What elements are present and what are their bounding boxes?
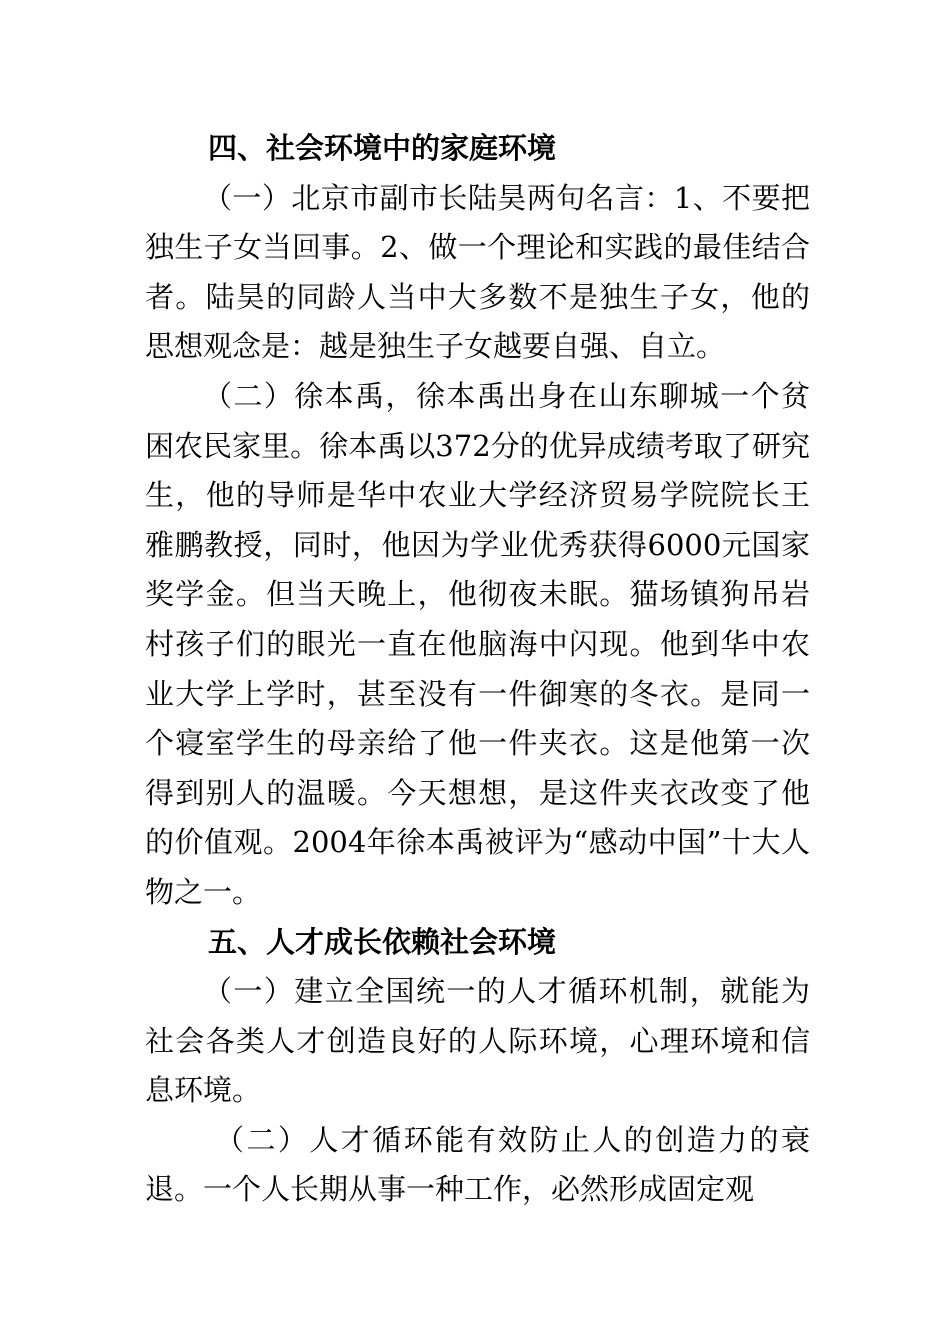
paragraph-xu-benyu: （二）徐本禹，徐本禹出身在山东聊城一个贫困农民家里。徐本禹以372分的优异成绩考取了研究生，他的导师是华中农业大学经济贸易学院院长王雅鹏教授，同时，他因为学业优秀获得6000元国家奖学金。但当天晚上，他彻夜未眠。猫场镇狗吊岩村孩子们的眼光一直在他脑海中闪现。他到华中农业大学上学时，甚至没有一件御寒的冬衣。是同一个寝室学生的母亲给了他一件夹衣。这是他第一次得到别人的温暖。今天想想，是这件夹衣改变了他的价值观。2004年徐本禹被评为“感动中国”十大人物之一。	[145, 378, 810, 909]
paragraph-talent-circulation-mechanism: （一）建立全国统一的人才循环机制，就能为社会各类人才创造良好的人际环境，心理环境和信息环境。	[145, 974, 810, 1108]
paragraph-lu-hao: （一）北京市副市长陆昊两句名言：1、不要把独生子女当回事。2、做一个理论和实践的最佳结合者。陆昊的同龄人当中大多数不是独生子女，他的思想观念是：越是独生子女越要自强、自立。	[145, 180, 810, 364]
paragraph-creativity-decline: （二）人才循环能有效防止人的创造力的衰退。一个人长期从事一种工作，必然形成固定观	[145, 1122, 810, 1207]
section-heading-4: 四、社会环境中的家庭环境	[208, 131, 557, 165]
document-body	[145, 124, 810, 1215]
section-heading-5: 五、人才成长依赖社会环境	[208, 924, 557, 959]
